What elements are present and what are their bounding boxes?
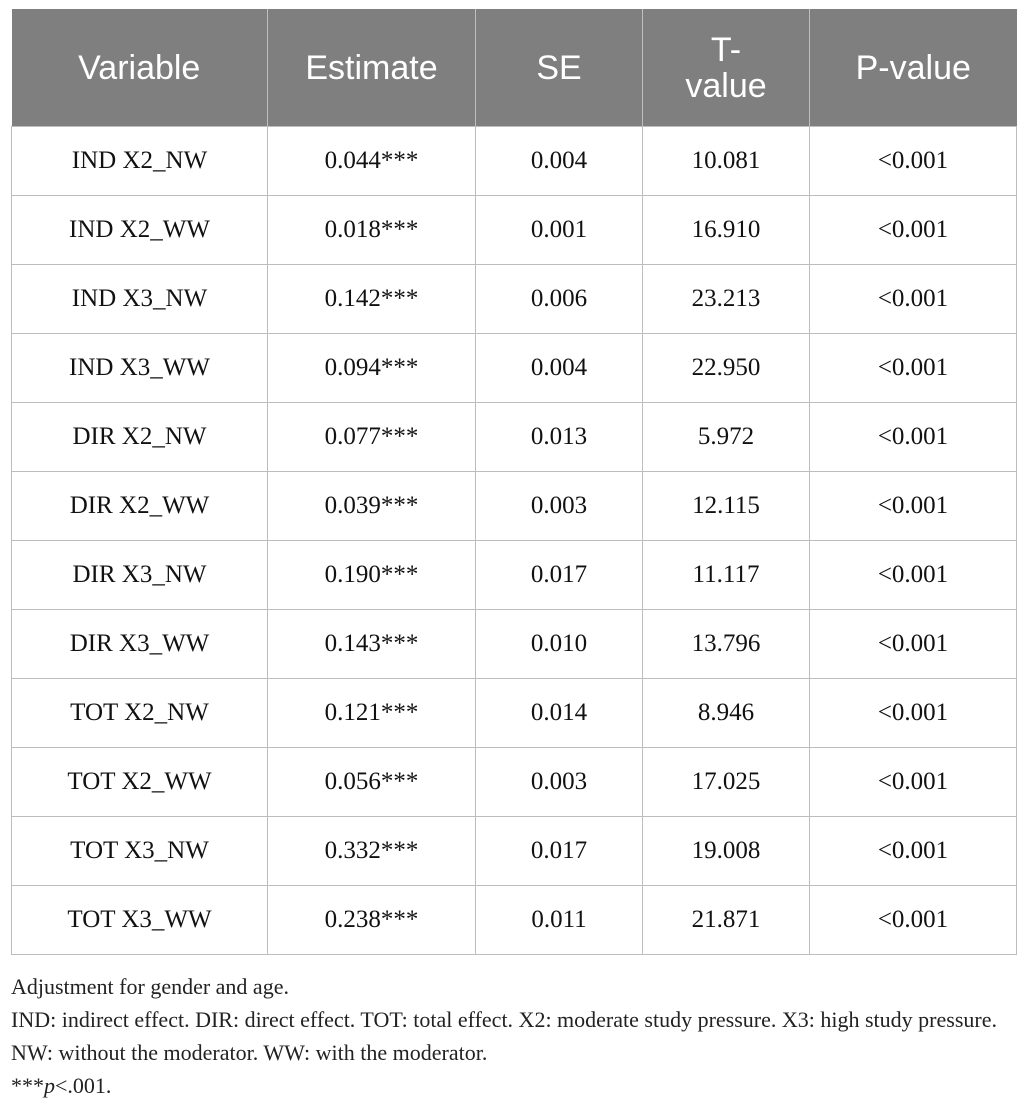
- table-row: [12, 817, 1017, 886]
- table-cell-se: 0.017: [476, 817, 643, 886]
- table-row: [12, 886, 1017, 955]
- table-cell-se: 0.013: [476, 403, 643, 472]
- table-cell-t-value: 12.115: [643, 472, 810, 541]
- table-cell-t-value: 16.910: [643, 196, 810, 265]
- table-body: [12, 127, 1017, 955]
- table-row: [12, 472, 1017, 541]
- column-header-se: SE: [476, 9, 643, 127]
- table-cell-estimate: 0.238***: [268, 886, 476, 955]
- table-cell-estimate: 0.056***: [268, 748, 476, 817]
- table-cell-variable: DIR X3_WW: [12, 610, 268, 679]
- table-cell-variable: IND X2_WW: [12, 196, 268, 265]
- table-cell-t-value: 13.796: [643, 610, 810, 679]
- table-cell-p-value: <0.001: [810, 196, 1017, 265]
- table-cell-p-value: <0.001: [810, 265, 1017, 334]
- table-cell-t-value: 22.950: [643, 334, 810, 403]
- table-cell-se: 0.017: [476, 541, 643, 610]
- table-cell-t-value: 10.081: [643, 127, 810, 196]
- table-cell-variable: IND X3_WW: [12, 334, 268, 403]
- table-cell-variable: TOT X2_WW: [12, 748, 268, 817]
- table-cell-estimate: 0.094***: [268, 334, 476, 403]
- column-header-t-value: T- value: [643, 9, 810, 127]
- column-header-p-value: P-value: [810, 9, 1017, 127]
- table-cell-se: 0.014: [476, 679, 643, 748]
- table-cell-se: 0.006: [476, 265, 643, 334]
- table-cell-p-value: <0.001: [810, 472, 1017, 541]
- table-cell-se: 0.004: [476, 334, 643, 403]
- table-cell-p-value: <0.001: [810, 127, 1017, 196]
- table-cell-p-value: <0.001: [810, 886, 1017, 955]
- note-adjustment: Adjustment for gender and age.: [11, 974, 289, 999]
- table-cell-p-value: <0.001: [810, 679, 1017, 748]
- table-row: [12, 127, 1017, 196]
- table-cell-estimate: 0.121***: [268, 679, 476, 748]
- table-cell-p-value: <0.001: [810, 817, 1017, 886]
- note-abbreviations: IND: indirect effect. DIR: direct effect. TOT: total effect. X2: moderate study pressure. X3: high study pressure. NW: without the moderator. WW: with the moderator.: [11, 1007, 997, 1065]
- table-cell-estimate: 0.077***: [268, 403, 476, 472]
- table-cell-p-value: <0.001: [810, 610, 1017, 679]
- table-cell-se: 0.003: [476, 748, 643, 817]
- table-row: [12, 334, 1017, 403]
- table-cell-t-value: 11.117: [643, 541, 810, 610]
- table-cell-t-value: 23.213: [643, 265, 810, 334]
- table-cell-se: 0.003: [476, 472, 643, 541]
- table-cell-se: 0.001: [476, 196, 643, 265]
- table-cell-estimate: 0.332***: [268, 817, 476, 886]
- results-table: [11, 9, 1017, 955]
- table-cell-p-value: <0.001: [810, 334, 1017, 403]
- table-cell-estimate: 0.018***: [268, 196, 476, 265]
- header-row: [12, 9, 1017, 127]
- table-notes: [11, 970, 1019, 1102]
- results-table-container: [11, 9, 1016, 955]
- table-cell-variable: DIR X2_WW: [12, 472, 268, 541]
- table-cell-t-value: 19.008: [643, 817, 810, 886]
- table-cell-se: 0.010: [476, 610, 643, 679]
- note-significance-stars: ***: [11, 1073, 44, 1098]
- table-cell-variable: TOT X2_NW: [12, 679, 268, 748]
- note-significance-p: p: [44, 1073, 55, 1098]
- table-row: [12, 748, 1017, 817]
- table-cell-t-value: 17.025: [643, 748, 810, 817]
- table-row: [12, 541, 1017, 610]
- note-significance-rest: <.001.: [55, 1073, 112, 1098]
- table-cell-variable: IND X3_NW: [12, 265, 268, 334]
- table-cell-variable: TOT X3_NW: [12, 817, 268, 886]
- table-cell-variable: DIR X2_NW: [12, 403, 268, 472]
- table-cell-estimate: 0.039***: [268, 472, 476, 541]
- table-row: [12, 679, 1017, 748]
- table-cell-variable: IND X2_NW: [12, 127, 268, 196]
- table-row: [12, 265, 1017, 334]
- table-row: [12, 610, 1017, 679]
- table-cell-p-value: <0.001: [810, 541, 1017, 610]
- note-significance: [11, 1069, 1019, 1102]
- table-row: [12, 403, 1017, 472]
- column-header-variable: Variable: [12, 9, 268, 127]
- table-cell-estimate: 0.044***: [268, 127, 476, 196]
- table-cell-estimate: 0.190***: [268, 541, 476, 610]
- table-cell-estimate: 0.142***: [268, 265, 476, 334]
- table-cell-p-value: <0.001: [810, 748, 1017, 817]
- table-cell-t-value: 5.972: [643, 403, 810, 472]
- table-cell-variable: DIR X3_NW: [12, 541, 268, 610]
- table-cell-se: 0.011: [476, 886, 643, 955]
- table-cell-p-value: <0.001: [810, 403, 1017, 472]
- table-cell-variable: TOT X3_WW: [12, 886, 268, 955]
- column-header-estimate: Estimate: [268, 9, 476, 127]
- table-cell-t-value: 8.946: [643, 679, 810, 748]
- table-header: [12, 9, 1017, 127]
- table-cell-t-value: 21.871: [643, 886, 810, 955]
- table-cell-estimate: 0.143***: [268, 610, 476, 679]
- table-cell-se: 0.004: [476, 127, 643, 196]
- table-row: [12, 196, 1017, 265]
